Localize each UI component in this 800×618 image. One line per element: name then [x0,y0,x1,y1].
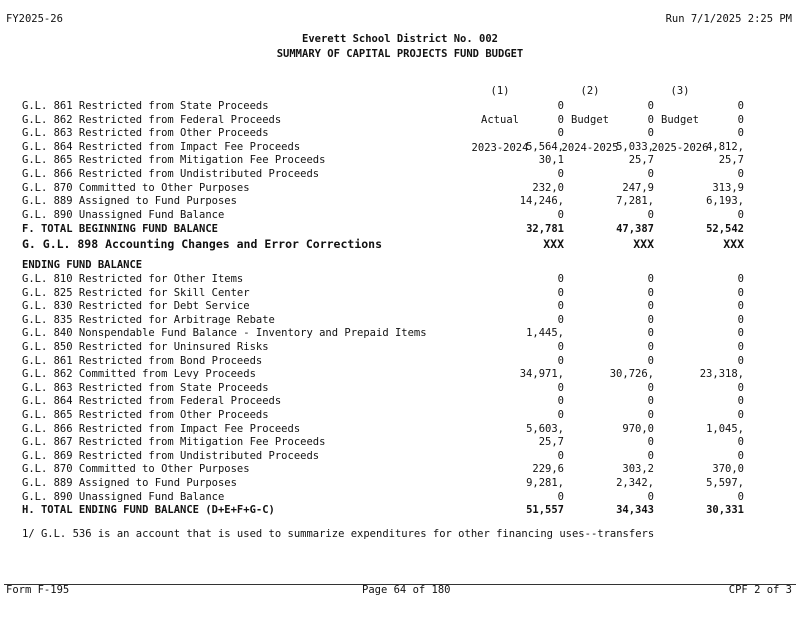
value-budget-prior: 247,9 [622,181,654,194]
accounting-changes-row [22,237,744,251]
value-budget-prior: 0 [647,449,654,462]
value-actual: 51,557 [526,504,564,516]
value-actual: 32,781 [526,223,564,235]
value-actual: 25,7 [538,436,564,449]
value-budget-current: 0 [737,490,744,503]
value-budget-prior: 7,281, [616,195,654,208]
value-actual: XXX [543,237,564,251]
value-budget-current: 0 [737,286,744,299]
row-label: G.L. 867 Restricted from Mitigation Fee Proceeds [22,436,326,449]
value-budget-prior: 0 [647,395,654,408]
value-budget-prior: 47,387 [616,223,654,235]
row-label: G.L. 870 Committed to Other Purposes [22,181,250,194]
table-row [22,341,744,354]
value-budget-prior: 2,342, [616,477,654,489]
table-row [22,436,744,449]
row-label: G.L. 830 Restricted for Debt Service [22,300,250,313]
value-actual: 1,445, [526,327,564,340]
table-row [22,181,744,195]
row-label: G.L. 865 Restricted from Mitigation Fee Proceeds [22,154,326,167]
run-date: Run 7/1/2025 2:25 PM [665,13,792,25]
row-label: G.L. 890 Unassigned Fund Balance [22,208,225,221]
value-actual: 9,281, [526,477,564,489]
value-budget-current: 1,045, [706,422,744,435]
column-type: Actual [481,113,519,126]
value-budget-current: 313,9 [712,181,744,194]
value-actual: 34,971, [519,368,564,381]
row-label: G.L. 835 Restricted for Arbitrage Rebate [22,313,275,326]
value-actual: 0 [557,208,564,221]
value-budget-prior: 0 [647,409,654,421]
value-actual: 5,564, [526,140,564,153]
row-label: G.L. 889 Assigned to Fund Purposes [22,477,237,489]
row-label: G.L. 862 Committed from Levy Proceeds [22,368,256,381]
column-number: (3) [670,85,690,97]
district-name: Everett School District No. 002 [302,33,498,45]
value-budget-current: 0 [737,436,744,449]
value-budget-prior: 0 [647,208,654,221]
value-budget-prior: XXX [633,237,654,251]
value-budget-current: 23,318, [699,368,744,381]
row-label: G.L. 861 Restricted from State Proceeds [22,100,269,112]
table-row [22,286,744,300]
value-budget-prior: 0 [647,300,654,313]
value-budget-prior: 34,343 [616,504,654,516]
value-actual: 0 [557,300,564,313]
table-row [22,422,744,436]
value-actual: 0 [557,354,564,367]
value-budget-prior: 0 [647,273,654,285]
table-row [22,409,744,422]
value-budget-current: 25,7 [718,154,744,167]
table-row [22,300,744,313]
table-row [22,368,744,381]
row-label: G.L. 850 Restricted for Uninsured Risks [22,341,269,353]
value-actual: 0 [557,286,564,299]
value-budget-prior: 0 [647,354,654,367]
value-budget-current: 0 [737,449,744,462]
row-label: G.L. 863 Restricted from State Proceeds [22,381,269,394]
row-label: G.L. 825 Restricted for Skill Center [22,286,250,299]
value-budget-prior: 30,726, [609,368,654,381]
table-row [22,477,744,490]
value-budget-current: 4,812, [706,140,744,153]
row-label: G.L. 862 Restricted from Federal Proceeds [22,113,282,126]
table-row [22,313,744,327]
value-actual: 0 [557,341,564,353]
value-budget-current: 0 [737,208,744,221]
value-budget-current: 370,0 [712,463,744,476]
value-budget-current: 5,597, [706,477,744,489]
value-actual: 0 [557,100,564,112]
row-label: G.L. 840 Nonspendable Fund Balance - Inventory and Prepaid Items [22,327,427,340]
value-actual: 0 [557,381,564,394]
table-row [22,208,744,222]
value-budget-current: XXX [723,237,744,251]
fiscal-year: FY2025-26 [6,13,63,25]
form-id: Form F-195 [6,584,70,596]
value-budget-prior: 0 [647,100,654,112]
value-budget-prior: 0 [647,313,654,326]
value-budget-prior: 0 [647,436,654,449]
value-budget-current: 0 [737,354,744,367]
row-label: G.L. 889 Assigned to Fund Purposes [22,195,237,208]
value-budget-prior: 303,2 [622,463,654,476]
table-row [22,273,744,286]
value-actual: 0 [557,449,564,462]
table-row [22,490,744,504]
value-budget-prior: 0 [647,381,654,394]
value-budget-prior: 25,7 [628,154,654,167]
value-budget-current: 6,193, [706,195,744,208]
value-budget-prior: 0 [647,168,654,180]
value-budget-current: 0 [737,313,744,326]
value-budget-current: 0 [737,113,744,126]
value-budget-current: 0 [737,300,744,313]
row-label: G.L. 861 Restricted from Bond Proceeds [22,354,263,367]
value-budget-prior: 0 [647,127,654,140]
table-row [22,168,744,181]
value-budget-prior: 0 [647,490,654,503]
value-budget-current: 0 [737,273,744,285]
value-budget-current: 0 [737,168,744,180]
column-year: 2024-2025 [561,142,619,154]
column-year: 2025-2026 [651,142,709,154]
value-actual: 0 [557,273,564,285]
row-label: G. G.L. 898 Accounting Changes and Error Corrections [22,237,383,251]
value-actual: 0 [557,313,564,326]
value-budget-current: 0 [737,409,744,421]
row-label: G.L. 869 Restricted from Undistributed Proceeds [22,449,320,462]
row-label: G.L. 866 Restricted from Impact Fee Proceeds [22,422,301,435]
column-number: (2) [580,85,600,97]
value-actual: 229,6 [532,463,564,476]
column-type: Budget [661,113,699,126]
column-number: (1) [490,85,510,97]
value-budget-current: 0 [737,381,744,394]
value-budget-current: 0 [737,127,744,140]
value-budget-prior: 0 [647,286,654,299]
value-budget-current: 0 [737,100,744,112]
total-beginning-row [22,223,744,236]
value-budget-prior: 5,033, [616,140,654,153]
row-label: G.L. 810 Restricted for Other Items [22,273,244,285]
value-budget-current: 30,331 [706,504,744,516]
row-label: G.L. 890 Unassigned Fund Balance [22,490,225,503]
ending-balance-heading: ENDING FUND BALANCE [22,259,143,271]
page-code: CPF 2 of 3 [728,584,792,596]
row-label: G.L. 864 Restricted from Federal Proceeds [22,395,282,408]
value-budget-current: 0 [737,327,744,340]
table-row [22,354,744,368]
row-label: G.L. 865 Restricted from Other Proceeds [22,409,269,421]
value-budget-current: 0 [737,395,744,408]
row-label: F. TOTAL BEGINNING FUND BALANCE [22,223,218,235]
table-row [22,127,744,140]
table-row [22,140,744,154]
value-actual: 232,0 [532,181,564,194]
row-label: G.L. 870 Committed to Other Purposes [22,463,250,476]
value-actual: 30,1 [538,154,564,167]
value-actual: 0 [557,168,564,180]
column-year: 2023-2024 [471,142,529,154]
value-actual: 0 [557,127,564,140]
value-budget-current: 0 [737,341,744,353]
value-budget-current: 52,542 [706,223,744,235]
table-row [22,100,744,113]
table-row [22,327,744,340]
total-ending-row [22,504,744,517]
value-actual: 0 [557,113,564,126]
value-budget-prior: 0 [647,341,654,353]
table-row [22,395,744,408]
table-row [22,463,744,476]
value-actual: 0 [557,409,564,421]
value-actual: 0 [557,395,564,408]
table-row [22,113,744,127]
table-row [22,195,744,208]
value-budget-prior: 970,0 [622,422,654,435]
row-label: H. TOTAL ENDING FUND BALANCE (D+E+F+G-C) [22,504,275,516]
value-budget-prior: 0 [647,113,654,126]
page-number: Page 64 of 180 [362,584,451,596]
table-row [22,381,744,395]
column-type: Budget [571,113,609,126]
value-actual: 0 [557,490,564,503]
value-budget-prior: 0 [647,327,654,340]
value-actual: 5,603, [526,422,564,435]
report-title: SUMMARY OF CAPITAL PROJECTS FUND BUDGET [276,48,524,60]
value-actual: 14,246, [519,195,564,208]
table-row [22,449,744,463]
row-label: G.L. 866 Restricted from Undistributed Proceeds [22,168,320,180]
row-label: G.L. 863 Restricted from Other Proceeds [22,127,269,140]
row-label: G.L. 864 Restricted from Impact Fee Proceeds [22,140,301,153]
table-row [22,154,744,167]
footnote: 1/ G.L. 536 is an account that is used to summarize expenditures for other financing uses--transfers [22,528,655,540]
